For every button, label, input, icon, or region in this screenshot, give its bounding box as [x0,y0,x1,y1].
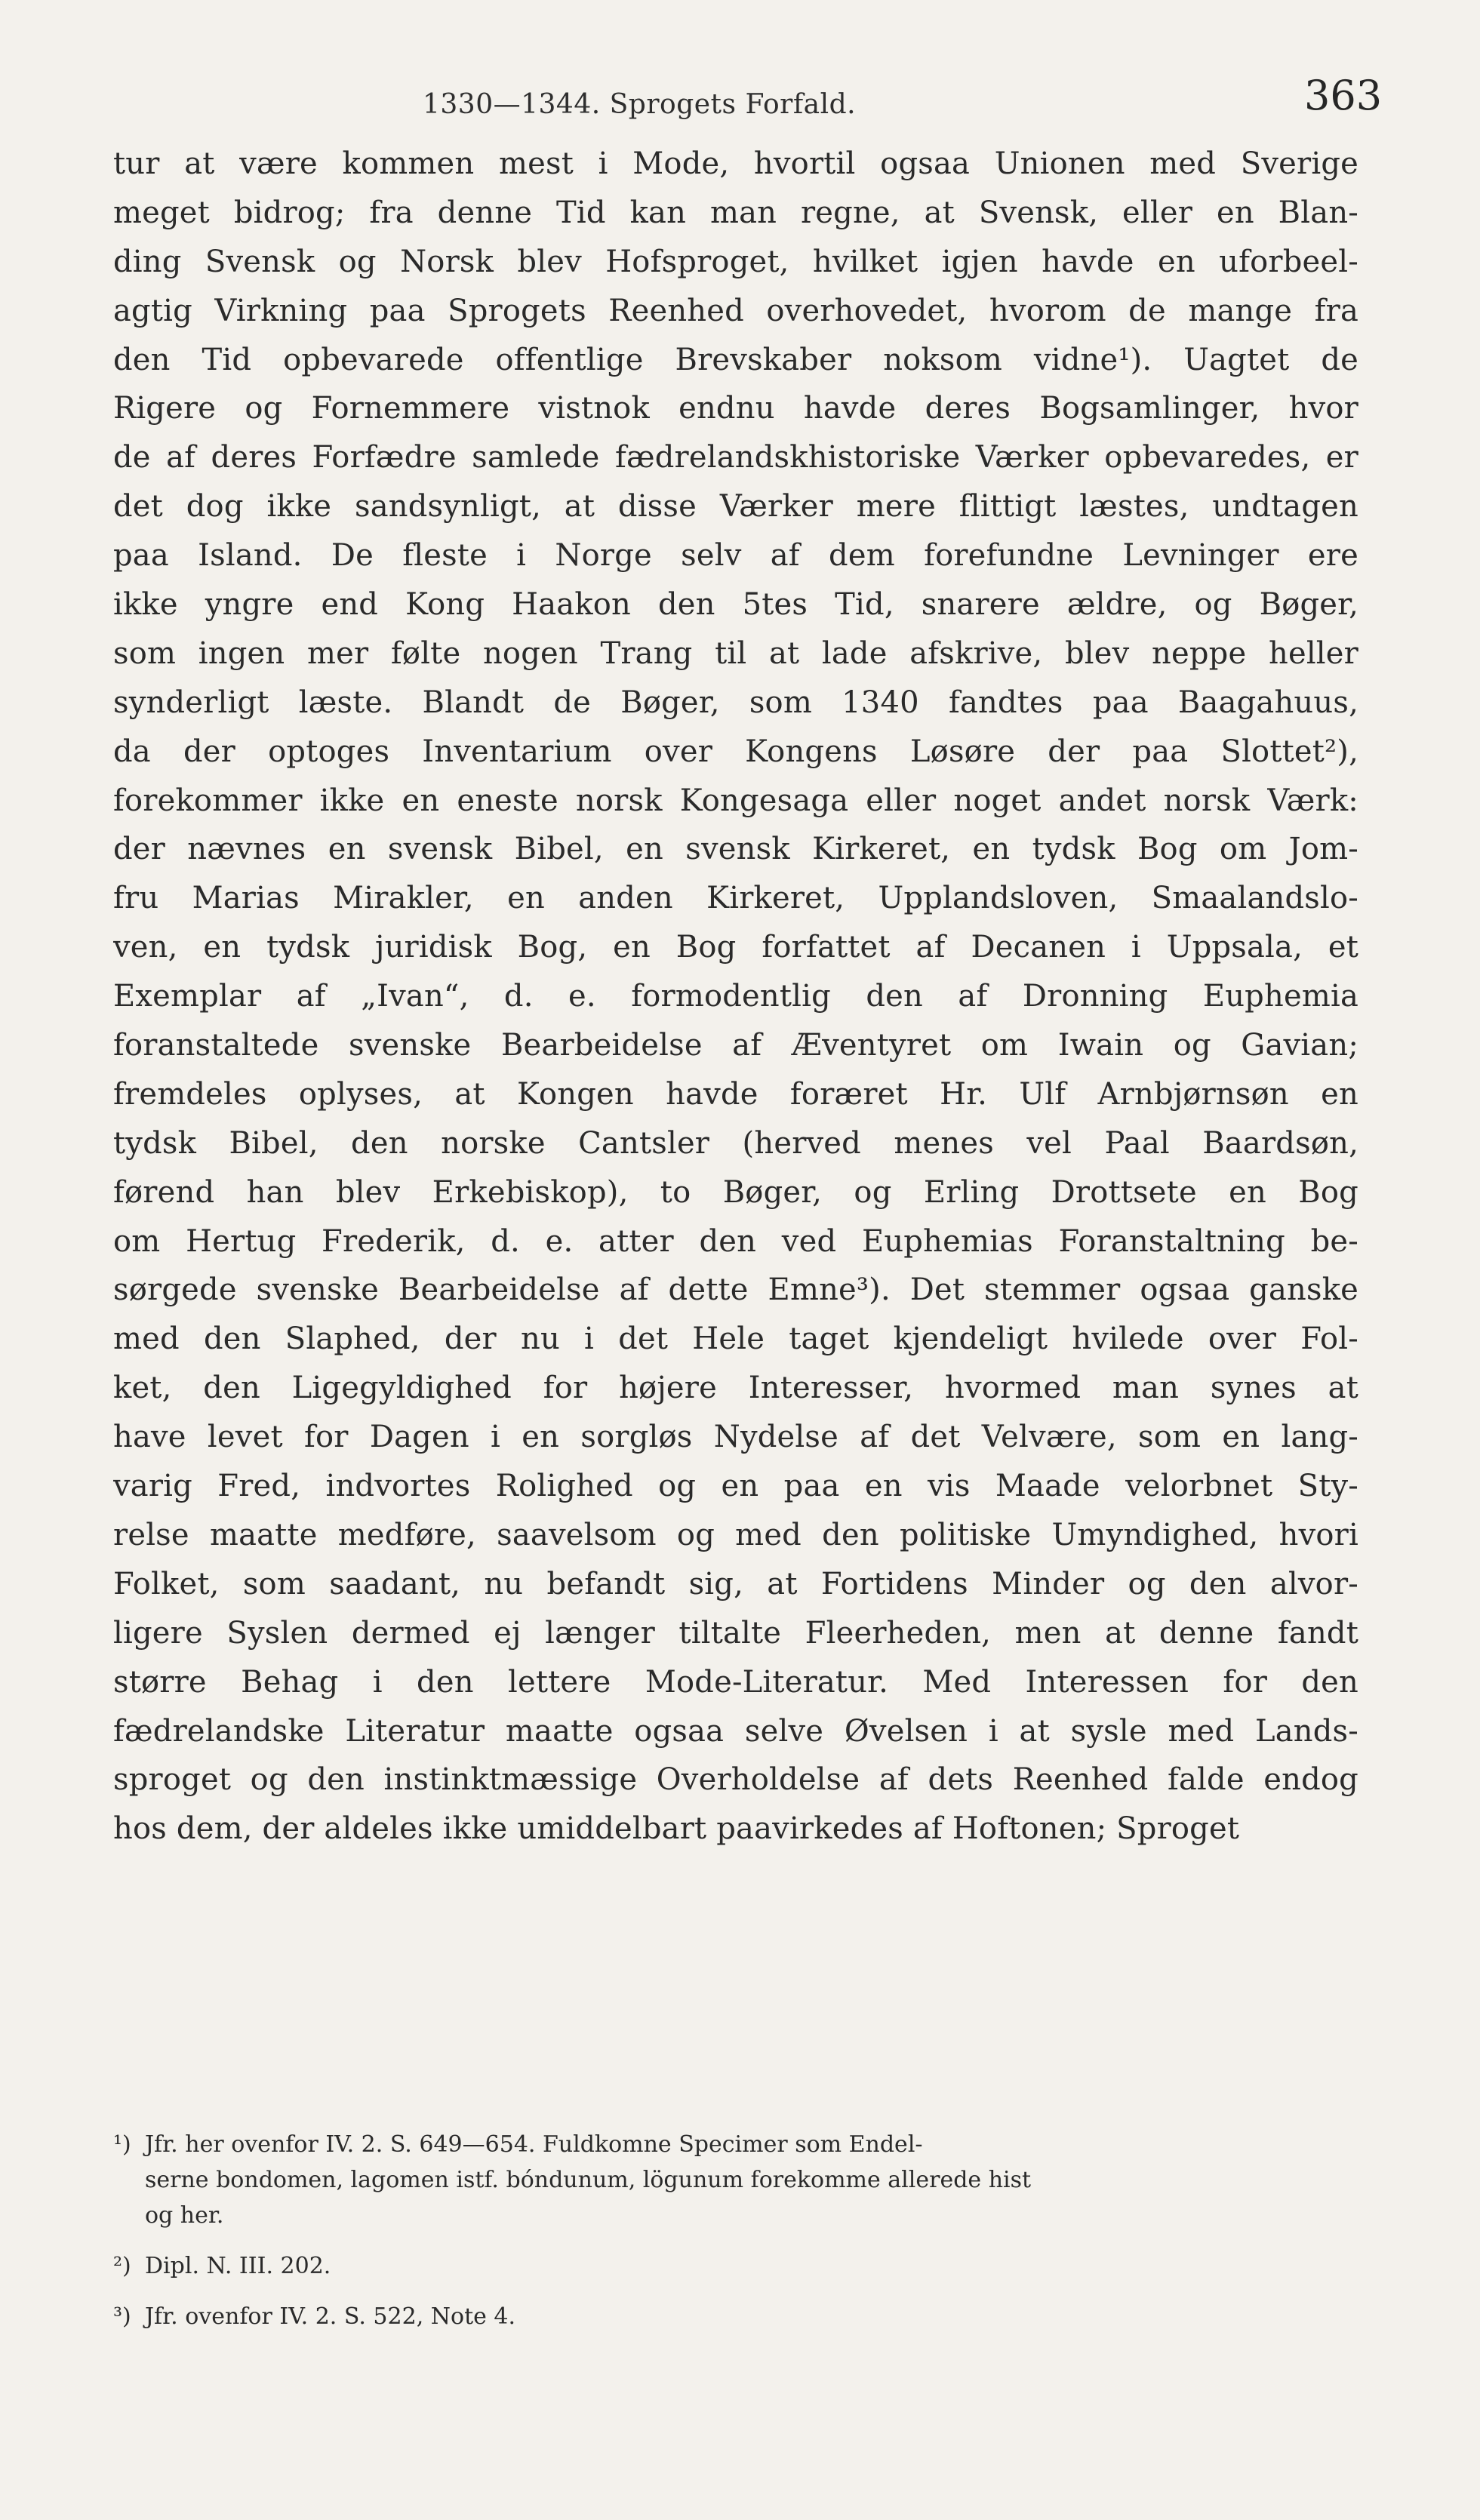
running-head: 1330—1344. Sprogets Forfald. [423,89,857,120]
body-line: sørgede svenske Bearbeidelse af dette Emne³). Det stemmer ogsaa ganske [113,1272,1358,1308]
body-line: ven, en tydsk juridisk Bog, en Bog forfattet af Decanen i Uppsala, et [113,930,1358,965]
body-line: sproget og den instinktmæssige Overholdelse af dets Reenhed falde endog [113,1762,1358,1798]
body-line: fru Marias Mirakler, en anden Kirkeret, Upplandsloven, Smaalandslo- [113,881,1358,916]
body-line: med den Slaphed, der nu i det Hele taget kjendeligt hvilede over Fol- [113,1322,1358,1357]
body-line: førend han blev Erkebiskop), to Bøger, og Erling Drottsete en Bog [113,1174,1358,1210]
body-line: agtig Virkning paa Sprogets Reenhed overhovedet, hvorom de mange fra [113,293,1358,328]
footnote-mark: ²) [113,2253,131,2279]
body-line: hos dem, der aldeles ikke umiddelbart paavirkedes af Hoftonen; Sproget [113,1811,1240,1847]
footnote-1 [113,2127,1358,2233]
body-line: forekommer ikke en eneste norsk Kongesaga eller noget andet norsk Værk: [113,783,1358,818]
body-line: de af deres Forfædre samlede fædrelandskhistoriske Værker opbevaredes, er [113,440,1358,475]
body-line: tydsk Bibel, den norske Cantsler (herved menes vel Paal Baardsøn, [113,1125,1358,1161]
body-line: relse maatte medføre, saavelsom og med den politiske Umyndighed, hvori [113,1517,1358,1552]
body-line: fædrelandske Literatur maatte ogsaa selve Øvelsen i at sysle med Lands- [113,1713,1358,1749]
footnote-text: Jfr. ovenfor IV. 2. S. 522, Note 4. [145,2303,516,2330]
footnote-2 [113,2248,1358,2284]
footnote-3 [113,2299,1358,2334]
footnote-line [113,2299,1358,2334]
body-line: tur at være kommen mest i Mode, hvortil ogsaa Unionen med Sverige [113,146,1358,181]
page-number: 363 [1304,72,1383,119]
body-line: have levet for Dagen i en sorgløs Nydelse af det Velvære, som en lang- [113,1420,1358,1455]
footnote-line [113,2127,1358,2162]
footnotes [113,2127,1358,2334]
body-line: varig Fred, indvortes Rolighed og en paa en vis Maade velorbnet Sty- [113,1469,1358,1504]
body-line: paa Island. De fleste i Norge selv af dem forefundne Levninger ere [113,538,1358,574]
body-line: det dog ikke sandsynligt, at disse Værker mere flittigt læstes, undtagen [113,489,1358,525]
body-line: Exemplar af „Ivan“, d. e. formodentlig den af Dronning Euphemia [113,979,1358,1014]
body-line: ding Svensk og Norsk blev Hofsproget, hvilket igjen havde en uforbeel- [113,244,1358,279]
body-line: ikke yngre end Kong Haakon den 5tes Tid, snarere ældre, og Bøger, [113,587,1358,623]
body-line: ligere Syslen dermed ej længer tiltalte Fleerheden, men at denne fandt [113,1615,1358,1651]
body-line: ket, den Ligegyldighed for højere Interesser, hvormed man synes at [113,1371,1358,1406]
body-line: større Behag i den lettere Mode-Literatur. Med Interessen for den [113,1664,1358,1700]
body-line: Rigere og Fornemmere vistnok endnu havde deres Bogsamlinger, hvor [113,391,1358,426]
body-line: foranstaltede svenske Bearbeidelse af Æventyret om Iwain og Gavian; [113,1028,1358,1063]
body-line: Folket, som saadant, nu befandt sig, at Fortidens Minder og den alvor- [113,1566,1358,1602]
body-text [113,140,1358,1854]
body-line: som ingen mer følte nogen Trang til at lade afskrive, blev neppe heller [113,635,1358,671]
body-line: meget bidrog; fra denne Tid kan man regne, at Svensk, eller en Blan- [113,195,1358,230]
footnote-text: Jfr. her ovenfor IV. 2. S. 649—654. Fuldkomne Specimer som Endel- [145,2131,923,2158]
footnote-line [113,2248,1358,2284]
footnote-mark: ³) [113,2303,131,2330]
footnote-line: og her. [145,2202,224,2229]
body-line: synderligt læste. Blandt de Bøger, som 1340 fandtes paa Baagahuus, [113,685,1358,720]
body-line: der nævnes en svensk Bibel, en svensk Kirkeret, en tydsk Bog om Jom- [113,832,1358,867]
footnote-line: serne bondomen, lagomen istf. bóndunum, lögunum forekomme allerede hist [145,2167,1032,2193]
footnote-text: Dipl. N. III. 202. [145,2253,331,2279]
body-line: fremdeles oplyses, at Kongen havde foræret Hr. Ulf Arnbjørnsøn en [113,1076,1358,1112]
body-line: om Hertug Frederik, d. e. atter den ved Euphemias Foranstaltning be- [113,1223,1358,1259]
body-line: den Tid opbevarede offentlige Brevskaber noksom vidne¹). Uagtet de [113,342,1358,377]
footnote-mark: ¹) [113,2131,131,2158]
body-line: da der optoges Inventarium over Kongens Løsøre der paa Slottet²), [113,734,1358,769]
